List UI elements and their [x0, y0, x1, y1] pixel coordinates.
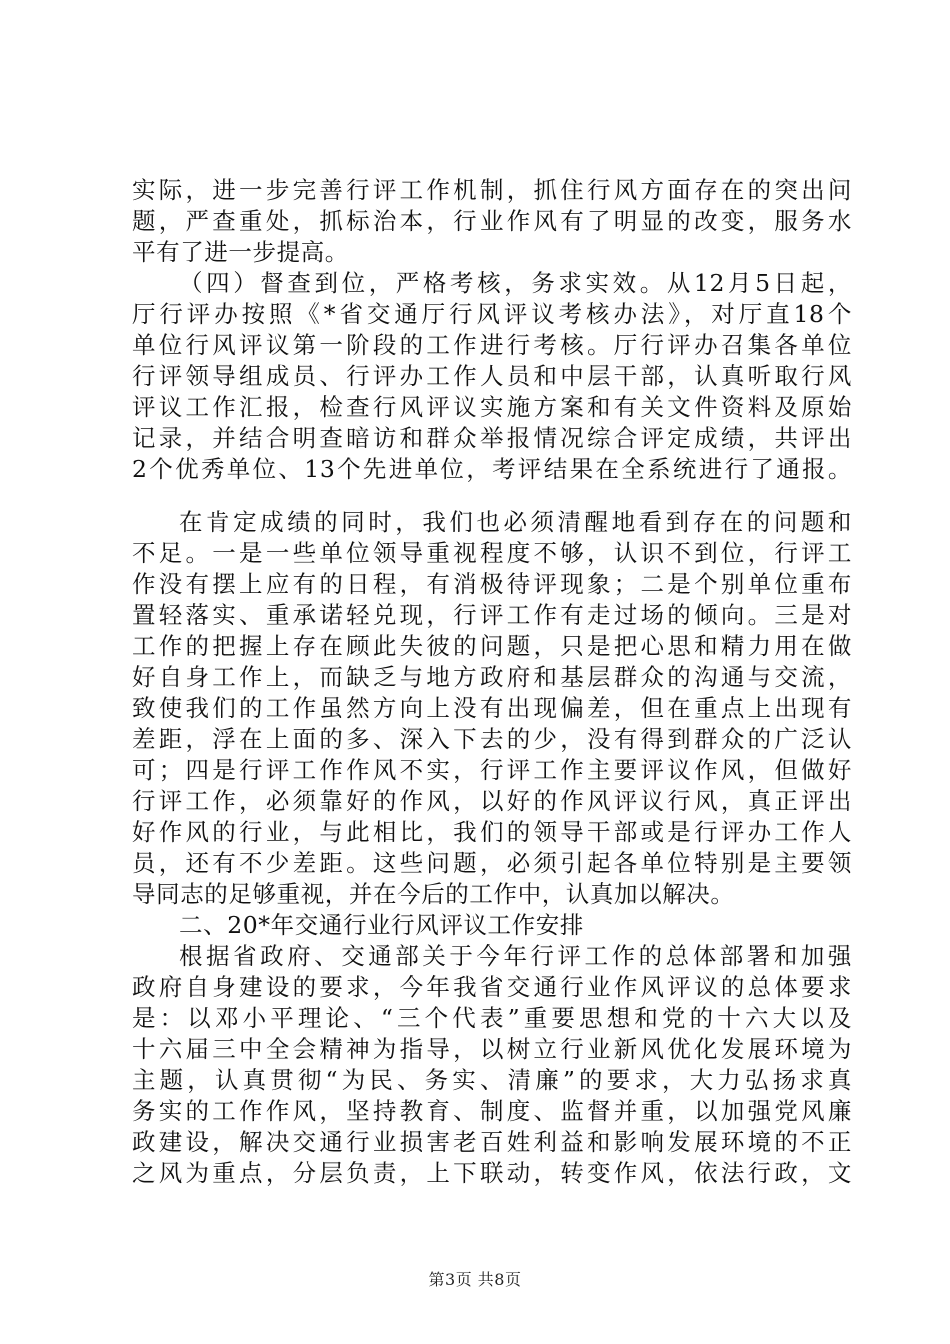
- text-line: 单位行风评议第一阶段的工作进行考核。厅行评办召集各单位: [132, 331, 852, 359]
- text-line: 作没有摆上应有的日程，有消极待评现象；二是个别单位重布: [132, 570, 852, 598]
- text-line: 政府自身建设的要求，今年我省交通行业作风评议的总体要求: [132, 973, 852, 1001]
- page-footer: [0, 1270, 950, 1290]
- text-line: 在肯定成绩的同时，我们也必须清醒地看到存在的问题和: [179, 508, 852, 536]
- section-heading-two: 二、20*年交通行业行风评议工作安排: [179, 911, 584, 939]
- text-line: 导同志的足够重视，并在今后的工作中，认真加以解决。: [132, 880, 735, 908]
- text-line: 不足。一是一些单位领导重视程度不够，认识不到位，行评工: [132, 539, 852, 567]
- text-line: 2个优秀单位、13个先进单位，考评结果在全系统进行了通报。: [132, 455, 852, 483]
- text-line: 致使我们的工作虽然方向上没有出现偏差，但在重点上出现有: [132, 694, 852, 722]
- text-line: 实际，进一步完善行评工作机制，抓住行风方面存在的突出问: [132, 176, 852, 204]
- text-line: 工作的把握上存在顾此失彼的问题，只是把心思和精力用在做: [132, 632, 852, 660]
- text-line: 可；四是行评工作作风不实，行评工作主要评议作风，但做好: [132, 756, 852, 784]
- paragraph-block-2: [132, 507, 852, 1189]
- text-line: 差距，浮在上面的多、深入下去的少，没有得到群众的广泛认: [132, 725, 852, 753]
- text-line: 置轻落实、重承诺轻兑现，行评工作有走过场的倾向。三是对: [132, 601, 852, 629]
- text-line: 厅行评办按照《*省交通厅行风评议考核办法》，对厅直18个: [132, 300, 852, 328]
- text-line: 主题，认真贯彻“为民、务实、清廉”的要求，大力弘扬求真: [132, 1066, 852, 1094]
- text-line: 题，严查重处，抓标治本，行业作风有了明显的改变，服务水: [132, 207, 852, 235]
- text-line: 十六届三中全会精神为指导，以树立行业新风优化发展环境为: [132, 1035, 852, 1063]
- section-heading-four: （四）督查到位，严格考核，务求实效。从12月5日起，: [179, 269, 852, 297]
- text-line: 好自身工作上，而缺乏与地方政府和基层群众的沟通与交流，: [132, 663, 852, 691]
- text-line: 员，还有不少差距。这些问题，必须引起各单位特别是主要领: [132, 849, 852, 877]
- text-line: 评议工作汇报，检查行风评议实施方案和有关文件资料及原始: [132, 393, 852, 421]
- text-line: 记录，并结合明查暗访和群众举报情况综合评定成绩，共评出: [132, 424, 852, 452]
- paragraph-block-1: [132, 175, 852, 485]
- text-line: 平有了进一步提高。: [132, 238, 349, 266]
- text-line: 政建设，解决交通行业损害老百姓利益和影响发展环境的不正: [132, 1128, 852, 1156]
- page-number-indicator: 第3页 共8页: [428, 1270, 522, 1289]
- text-line: 之风为重点，分层负责，上下联动，转变作风，依法行政，文: [132, 1159, 852, 1187]
- text-line: 根据省政府、交通部关于今年行评工作的总体部署和加强: [179, 942, 852, 970]
- text-line: 好作风的行业，与此相比，我们的领导干部或是行评办工作人: [132, 818, 852, 846]
- text-line: 务实的工作作风，坚持教育、制度、监督并重，以加强党风廉: [132, 1097, 852, 1125]
- text-line: 行评工作，必须靠好的作风，以好的作风评议行风，真正评出: [132, 787, 852, 815]
- text-line: 是：以邓小平理论、“三个代表”重要思想和党的十六大以及: [132, 1004, 852, 1032]
- text-line: 行评领导组成员、行评办工作人员和中层干部，认真听取行风: [132, 362, 852, 390]
